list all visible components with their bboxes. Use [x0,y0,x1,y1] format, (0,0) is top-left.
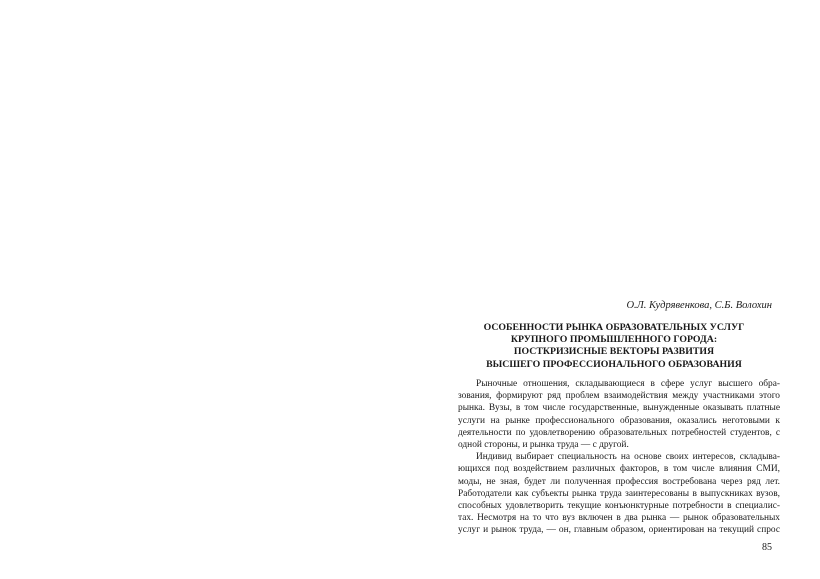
article-authors: О.Л. Кудрявенкова, С.Б. Волохин [626,300,772,311]
article-title [458,322,770,371]
paragraph-line: Индивид выбирает специальность на основе своих интересов, складыва- [476,452,780,463]
paragraph-line: моды, не зная, будет ли полученная профессия востребована через ряд лет. [458,476,780,487]
paragraph-line: зования, формируют ряд проблем взаимодействия между участниками этого [458,391,780,402]
right-page [410,0,820,579]
page-number: 85 [762,542,772,553]
title-line: ВЫСШЕГО ПРОФЕССИОНАЛЬНОГО ОБРАЗОВАНИЯ [486,358,742,370]
paragraph-line: рынка. Вузы, в том числе государственные, вынужденные оказывать платные [458,403,780,414]
title-line: КРУПНОГО ПРОМЫШЛЕННОГО ГОРОДА: [510,334,718,346]
title-line: ПОСТКРИЗИСНЫЕ ВЕКТОРЫ РАЗВИТИЯ [513,346,715,358]
paragraph-line: Работодатели как субъекты рынка труда заинтересованы в выпускниках вузов, [458,488,780,499]
paragraph-line: услуги на рынке профессионального образования, оказались неготовыми к [458,415,780,426]
paragraph-line: тах. Несмотря на то что вуз включен в два рынка — рынок образовательных [458,513,780,524]
paragraph-line: одной стороны, и рынка труда — с другой. [458,440,629,451]
paragraph-line: услуг и рынок труда, — он, главным образом, ориентирован на текущий спрос [458,525,780,536]
paragraph-line: Рыночные отношения, складывающиеся в сфере услуг высшего обра- [476,379,780,389]
article-body [458,378,780,537]
paragraph-line: ющихся под воздействием различных факторов, в том числе влияния СМИ, [458,464,780,475]
title-line: ОСОБЕННОСТИ РЫНКА ОБРАЗОВАТЕЛЬНЫХ УСЛУГ [483,322,745,333]
paragraph-line: способных удовлетворить текущие конъюнктурные потребности в специалис- [458,501,780,512]
paragraph-line: деятельности по удовлетворению образовательных потребностей студентов, с [458,427,780,438]
